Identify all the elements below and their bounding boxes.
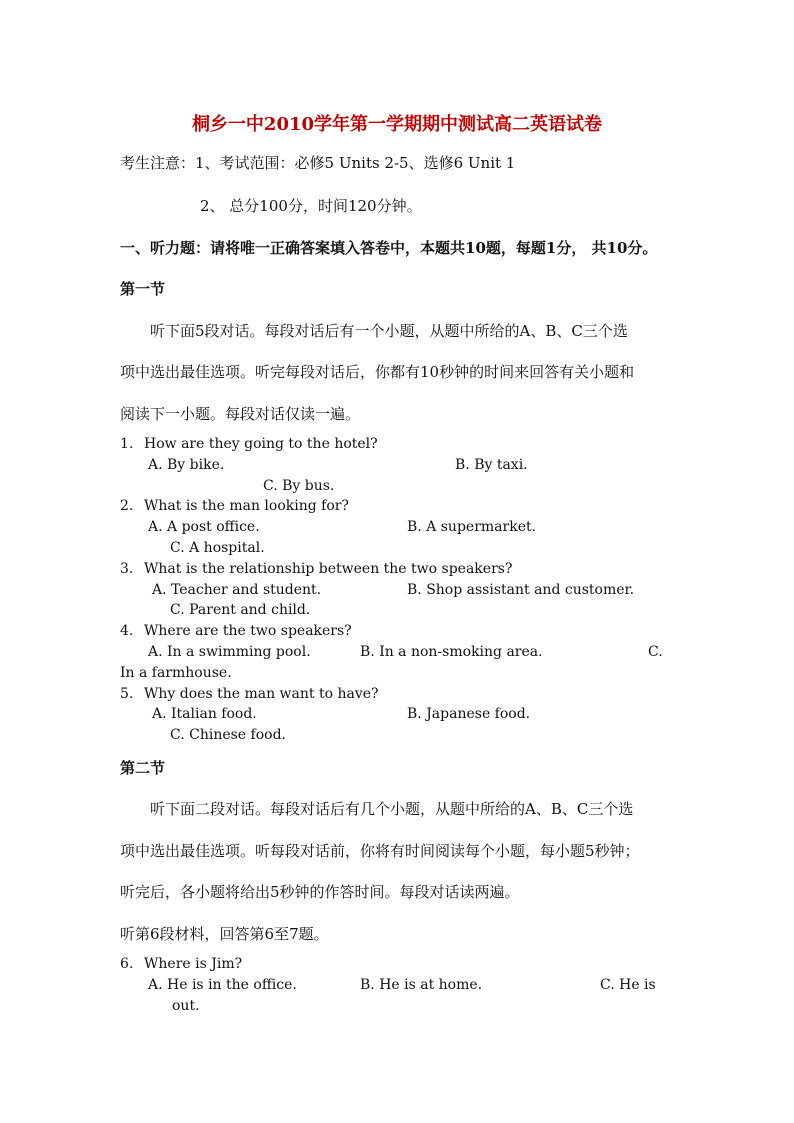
question-1-number: 1. xyxy=(120,436,134,452)
question-3-number: 3. xyxy=(120,561,134,577)
question-1-text: How are they going to the hotel? xyxy=(144,436,378,452)
question-1-option-b: B. By taxi. xyxy=(455,457,528,473)
question-2-option-b: B. A supermarket. xyxy=(407,519,537,535)
question-3-option-c: C. Parent and child. xyxy=(170,602,311,618)
question-3-option-a: A. Teacher and student. xyxy=(152,582,322,598)
question-6-text: Where is Jim? xyxy=(144,956,243,972)
section2-instruction-3: 听完后，各小题将给出5秒钟的作答时间。每段对话读两遍。 xyxy=(120,883,520,901)
question-6-option-b: B. He is at home. xyxy=(360,977,483,993)
question-2-number: 2. xyxy=(120,498,134,514)
section1-instruction-3: 阅读下一小题。每段对话仅读一遍。 xyxy=(120,405,361,423)
question-2-option-a: A. A post office. xyxy=(148,519,260,535)
exam-title: 桐乡一中2010学年第一学期期中测试高二英语试卷 xyxy=(191,114,603,135)
section1-label: 第一节 xyxy=(120,280,166,298)
question-2-text: What is the man looking for? xyxy=(144,498,349,514)
question-5-number: 5. xyxy=(120,686,134,702)
question-4-option-b: B. In a non-smoking area. xyxy=(360,644,543,660)
section1-instruction-1: 听下面5段对话。每段对话后有一个小题，从题中所给的A、B、C三个选 xyxy=(150,322,628,340)
question-4-number: 4. xyxy=(120,623,134,639)
question-4-option-c-letter: C. xyxy=(648,644,663,660)
question-3-option-b: B. Shop assistant and customer. xyxy=(407,582,635,598)
section2-label: 第二节 xyxy=(120,759,166,777)
question-5-text: Why does the man want to have? xyxy=(144,686,379,702)
notice-line-1: 考生注意：1、考试范围：必修5 Units 2-5、选修6 Unit 1 xyxy=(120,154,516,172)
question-6-option-a: A. He is in the office. xyxy=(148,977,297,993)
question-5-option-a: A. Italian food. xyxy=(152,706,257,722)
notice-line-2: 2、 总分100分，时间120分钟。 xyxy=(200,197,422,215)
question-1-option-c: C. By bus. xyxy=(263,478,335,494)
part1-heading: 一、听力题：请将唯一正确答案填入答卷中，本题共10题，每题1分， 共10分。 xyxy=(120,239,658,257)
question-3-text: What is the relationship between the two speakers? xyxy=(144,561,513,577)
question-6-number: 6. xyxy=(120,956,134,972)
question-5-option-c: C. Chinese food. xyxy=(170,727,286,743)
question-6-option-c-head: C. He is xyxy=(600,977,656,993)
section2-instruction-2: 项中选出最佳选项。听每段对话前，你将有时间阅读每个小题，每小题5秒钟； xyxy=(120,842,640,860)
question-4-option-a: A. In a swimming pool. xyxy=(148,644,311,660)
question-4-option-c-text: In a farmhouse. xyxy=(120,665,232,681)
question-4-text: Where are the two speakers? xyxy=(144,623,352,639)
question-5-option-b: B. Japanese food. xyxy=(407,706,531,722)
question-6-option-c-tail: out. xyxy=(172,998,200,1014)
question-2-option-c: C. A hospital. xyxy=(170,540,265,556)
section1-instruction-2: 项中选出最佳选项。听完每段对话后，你都有10秒钟的时间来回答有关小题和 xyxy=(120,363,635,381)
section2-material-note: 听第6段材料，回答第6至7题。 xyxy=(120,925,329,943)
section2-instruction-1: 听下面二段对话。每段对话后有几个小题，从题中所给的A、B、C三个选 xyxy=(150,800,634,818)
question-1-option-a: A. By bike. xyxy=(148,457,225,473)
